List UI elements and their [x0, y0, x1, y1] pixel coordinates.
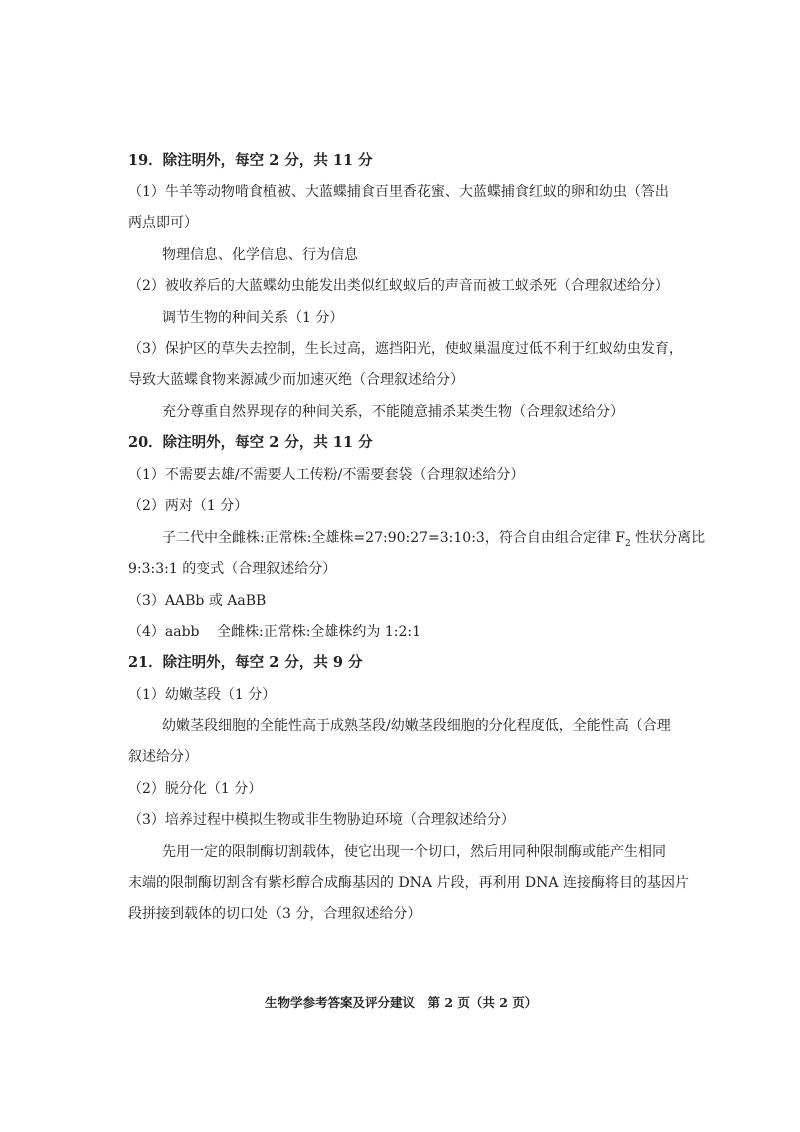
q21-part1-line2: 幼嫩茎段细胞的全能性高于成熟茎段/幼嫩茎段细胞的分化程度低，全能性高（合理 [162, 718, 671, 734]
q19-part3-line2: 导致大蓝蝶食物来源减少而加速灭绝（合理叙述给分） [128, 372, 464, 388]
q21-part3-line1: （3）培养过程中模拟生物或非生物胁迫环境（合理叙述给分） [128, 812, 515, 828]
q19-part2-line1: （2）被收养后的大蓝蝶幼虫能发出类似红蚁蚁后的声音而被工蚁杀死（合理叙述给分） [128, 278, 669, 294]
q21-part2: （2）脱分化（1 分） [128, 781, 263, 797]
q21-header: 21．除注明外，每空 2 分，共 9 分 [128, 654, 363, 671]
q20-part2-text: 子二代中全雌株:正常株:全雄株=27:90:27=3:10:3，符合自由组合定律 F [162, 530, 625, 546]
q19-part3-line1: （3）保护区的草失去控制，生长过高，遮挡阳光，使蚁巢温度过低不利于红蚁幼虫发育， [128, 341, 683, 357]
q21-part3-line4: 段拼接到载体的切口处（3 分，合理叙述给分） [128, 906, 422, 922]
q19-part1-line1: （1）牛羊等动物啃食植被、大蓝蝶捕食百里香花蜜、大蓝蝶捕食红蚁的卵和幼虫（答出 [128, 184, 669, 200]
q20-part2-line3: 9:3:3:1 的变式（合理叙述给分） [128, 561, 337, 577]
q20-part2-line2 [162, 528, 705, 548]
q20-part1: （1）不需要去雄/不需要人工传粉/不需要套袋（合理叙述给分） [128, 467, 525, 483]
q21-part3-line3: 末端的限制酶切割含有紫杉醇合成酶基因的 DNA 片段，再利用 DNA 连接酶将目的基因片 [128, 875, 689, 891]
q19-part1-answer: 物理信息、化学信息、行为信息 [162, 247, 358, 263]
q20-part3: （3）AABb 或 AaBB [128, 593, 267, 609]
q20-part4-ratio: 全雌株:正常株:全雄株约为 1:2:1 [217, 624, 422, 640]
q20-subscript: 2 [625, 538, 631, 549]
q19-part2-answer: 调节生物的种间关系（1 分） [162, 310, 344, 326]
page-footer: 生物学参考答案及评分建议 第 2 页（共 2 页） [265, 995, 538, 1010]
q20-part4-label: （4）aabb [128, 624, 200, 640]
q21-part1-line3: 叙述给分） [128, 749, 198, 765]
q21-part1-line1: （1）幼嫩茎段（1 分） [128, 687, 277, 703]
q21-part3-line2: 先用一定的限制酶切割载体，使它出现一个切口，然后用同种限制酶或能产生相同 [162, 844, 666, 860]
q19-header: 19．除注明外，每空 2 分，共 11 分 [128, 152, 373, 169]
q20-part2-line1: （2）两对（1 分） [128, 498, 249, 514]
q19-part3-answer: 充分尊重自然界现存的种间关系，不能随意捕杀某类生物（合理叙述给分） [162, 404, 624, 420]
q20-part2-text-end: 性状分离比 [630, 530, 706, 546]
q19-part1-line2: 两点即可） [128, 215, 198, 231]
q20-header: 20．除注明外，每空 2 分，共 11 分 [128, 434, 373, 451]
